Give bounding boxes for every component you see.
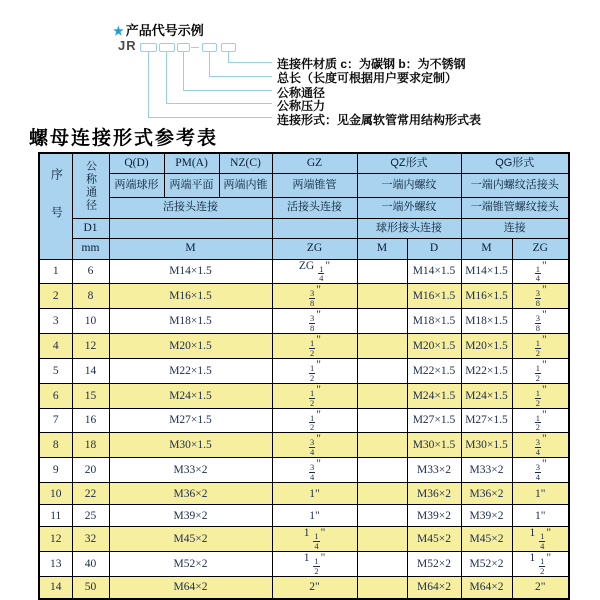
cell-dn: 18 <box>72 433 109 458</box>
cell-index: 5 <box>39 358 72 383</box>
table-row <box>39 259 569 284</box>
cell-zg: $\frac{1}{2}$ " <box>272 408 357 433</box>
header-gz-thread: ZG <box>272 238 357 259</box>
cell-m: M16×1.5 <box>109 284 272 309</box>
header-qg-desc2: 一端锥管螺纹接头 <box>461 197 569 218</box>
cell-qg-m: M33×2 <box>461 458 512 483</box>
header-row-3 <box>39 197 569 218</box>
cell-m: M18×1.5 <box>109 309 272 334</box>
cell-qg-m: M52×2 <box>461 551 512 576</box>
connector-line <box>166 103 272 104</box>
cell-zg: $\frac{1}{2}$ " <box>272 358 357 383</box>
cell-qg-zg: 1" <box>512 505 569 527</box>
cell-qg-zg: 1 $\frac{1}{4}$ " <box>512 527 569 552</box>
header-nz: NZ(C) <box>219 153 272 173</box>
cell-m: M22×1.5 <box>109 358 272 383</box>
header-row-4 <box>39 218 569 238</box>
cell-m: M64×2 <box>109 576 272 599</box>
connector-line <box>148 117 272 118</box>
cell-index: 13 <box>39 551 72 576</box>
header-pm: PM(A) <box>164 153 219 173</box>
cell-qz-d: M20×1.5 <box>407 334 461 359</box>
header-q-desc: 两端球形 <box>109 173 164 197</box>
connector-line <box>183 90 272 91</box>
cell-dn: 10 <box>72 309 109 334</box>
cell-m: M14×1.5 <box>109 259 272 284</box>
table-row <box>39 483 569 505</box>
cell-qz-d: M52×2 <box>407 551 461 576</box>
header-union-conn: 活接头连接 <box>109 197 272 218</box>
cell-zg: 1 $\frac{1}{4}$ " <box>272 527 357 552</box>
header-row-2 <box>39 173 569 197</box>
cell-dn: 32 <box>72 527 109 552</box>
header-qz-m: M <box>357 238 407 259</box>
cell-qg-zg: $\frac{3}{4}$ " <box>512 458 569 483</box>
connector-line <box>166 51 167 103</box>
header-row-1 <box>39 153 569 173</box>
cell-index: 4 <box>39 334 72 359</box>
cell-index: 12 <box>39 527 72 552</box>
cell-qg-zg: $\frac{1}{4}$ " <box>512 259 569 284</box>
cell-qz-m <box>357 334 407 359</box>
cell-qz-m <box>357 551 407 576</box>
cell-qz-m <box>357 527 407 552</box>
header-seq: 序号 <box>39 153 72 259</box>
cell-index: 7 <box>39 408 72 433</box>
cell-qz-d: M36×2 <box>407 483 461 505</box>
header-d1: D1 <box>72 218 109 238</box>
cell-qg-m: M39×2 <box>461 505 512 527</box>
cell-zg: $\frac{3}{4}$ " <box>272 433 357 458</box>
cell-qz-m <box>357 259 407 284</box>
cell-zg: $\frac{1}{2}$ " <box>272 334 357 359</box>
header-m: M <box>109 238 272 259</box>
cell-qg-zg: 1" <box>512 483 569 505</box>
cell-index: 1 <box>39 259 72 284</box>
cell-qg-zg: $\frac{1}{2}$ " <box>512 408 569 433</box>
diagram-label-material: 连接件材质 c：为碳钢 b：为不锈钢 <box>277 57 466 71</box>
cell-zg: $\frac{3}{8}$ " <box>272 309 357 334</box>
table-row <box>39 358 569 383</box>
cell-qz-d: M22×1.5 <box>407 358 461 383</box>
cell-index: 3 <box>39 309 72 334</box>
table-body <box>39 259 569 599</box>
diagram-label-connection: 连接形式：见金属软管常用结构形式表 <box>277 113 482 127</box>
cell-zg: $\frac{1}{2}$ " <box>272 383 357 408</box>
cell-index: 9 <box>39 458 72 483</box>
table-row <box>39 334 569 359</box>
header-pm-desc: 两端平面 <box>164 173 219 197</box>
cell-qg-zg: $\frac{1}{2}$ " <box>512 358 569 383</box>
table-row <box>39 458 569 483</box>
reference-table <box>38 152 570 600</box>
cell-qg-m: M22×1.5 <box>461 358 512 383</box>
diagram-heading <box>113 20 204 39</box>
diagram-heading-text: 产品代号示例 <box>125 23 204 38</box>
connector-line <box>209 51 210 76</box>
cell-qz-d: M24×1.5 <box>407 383 461 408</box>
cell-qg-zg: 2" <box>512 576 569 599</box>
cell-m: M45×2 <box>109 527 272 552</box>
header-gz-conn: 活接头连接 <box>272 197 357 218</box>
cell-zg: $\frac{3}{4}$ " <box>272 458 357 483</box>
cell-qg-zg: $\frac{1}{2}$ " <box>512 334 569 359</box>
table-row <box>39 309 569 334</box>
header-qg-zg: ZG <box>512 238 569 259</box>
header-blank-gz <box>272 218 357 238</box>
cell-dn: 12 <box>72 334 109 359</box>
cell-index: 14 <box>39 576 72 599</box>
code-box-2 <box>159 43 175 52</box>
cell-zg: ZG $\frac{1}{4}$ " <box>272 259 357 284</box>
connector-line <box>228 51 229 62</box>
cell-dn: 22 <box>72 483 109 505</box>
cell-index: 11 <box>39 505 72 527</box>
table-row <box>39 408 569 433</box>
cell-dn: 25 <box>72 505 109 527</box>
cell-zg: $\frac{3}{8}$ " <box>272 284 357 309</box>
cell-qz-d: M39×2 <box>407 505 461 527</box>
header-gz-desc: 两端锥管 <box>272 173 357 197</box>
cell-qz-d: M16×1.5 <box>407 284 461 309</box>
star-icon: ★ <box>113 24 124 38</box>
cell-qz-m <box>357 309 407 334</box>
table-row <box>39 284 569 309</box>
cell-qz-d: M33×2 <box>407 458 461 483</box>
cell-qg-m: M27×1.5 <box>461 408 512 433</box>
diagram-label-diameter: 公称通径 <box>277 86 326 100</box>
connector-line <box>209 76 272 77</box>
table-row <box>39 527 569 552</box>
table-title: 螺母连接形式参考表 <box>29 128 219 149</box>
header-qg-m: M <box>461 238 512 259</box>
cell-qz-m <box>357 358 407 383</box>
header-unit: mm <box>72 238 109 259</box>
cell-dn: 14 <box>72 358 109 383</box>
cell-qz-m <box>357 505 407 527</box>
cell-zg: 1" <box>272 505 357 527</box>
header-blank-left <box>109 218 272 238</box>
cell-qg-m: M30×1.5 <box>461 433 512 458</box>
cell-dn: 8 <box>72 284 109 309</box>
cell-qg-zg: 1 $\frac{1}{2}$ " <box>512 551 569 576</box>
cell-dn: 20 <box>72 458 109 483</box>
cell-qz-d: M18×1.5 <box>407 309 461 334</box>
cell-dn: 40 <box>72 551 109 576</box>
cell-qz-d: M14×1.5 <box>407 259 461 284</box>
header-nz-desc: 两端内锥 <box>219 173 272 197</box>
header-qz-desc1: 一端内螺纹 <box>357 173 461 197</box>
header-row-5 <box>39 238 569 259</box>
cell-m: M39×2 <box>109 505 272 527</box>
cell-dn: 50 <box>72 576 109 599</box>
cell-zg: 2" <box>272 576 357 599</box>
cell-index: 8 <box>39 433 72 458</box>
cell-qz-d: M27×1.5 <box>407 408 461 433</box>
connector-line <box>183 51 184 90</box>
cell-index: 6 <box>39 383 72 408</box>
cell-m: M27×1.5 <box>109 408 272 433</box>
cell-qz-m <box>357 483 407 505</box>
cell-qg-m: M14×1.5 <box>461 259 512 284</box>
cell-index: 10 <box>39 483 72 505</box>
cell-m: M30×1.5 <box>109 433 272 458</box>
cell-qz-m <box>357 383 407 408</box>
cell-qg-m: M18×1.5 <box>461 309 512 334</box>
cell-qz-d: M45×2 <box>407 527 461 552</box>
cell-m: M36×2 <box>109 483 272 505</box>
diagram-label-length: 总长（长度可根据用户要求定制） <box>277 71 458 85</box>
cell-qz-m <box>357 458 407 483</box>
code-dash <box>191 47 199 48</box>
connector-line <box>148 51 149 117</box>
cell-qz-m <box>357 576 407 599</box>
cell-qg-m: M16×1.5 <box>461 284 512 309</box>
cell-zg: 1" <box>272 483 357 505</box>
header-q: Q(D) <box>109 153 164 173</box>
cell-qz-m <box>357 408 407 433</box>
cell-qz-m <box>357 284 407 309</box>
table-row <box>39 505 569 527</box>
cell-qg-zg: $\frac{3}{8}$ " <box>512 284 569 309</box>
header-qz-desc2: 一端外螺纹 <box>357 197 461 218</box>
cell-index: 2 <box>39 284 72 309</box>
cell-qz-d: M30×1.5 <box>407 433 461 458</box>
cell-qg-m: M24×1.5 <box>461 383 512 408</box>
header-qz-conn: 球形接头连接 <box>357 218 461 238</box>
cell-m: M52×2 <box>109 551 272 576</box>
table-row <box>39 551 569 576</box>
cell-qz-d: M64×2 <box>407 576 461 599</box>
code-prefix: JR <box>118 38 137 53</box>
diagram-label-pressure: 公称压力 <box>277 99 326 113</box>
cell-m: M33×2 <box>109 458 272 483</box>
cell-m: M20×1.5 <box>109 334 272 359</box>
header-qz-d: D <box>407 238 461 259</box>
cell-zg: 1 $\frac{1}{2}$ " <box>272 551 357 576</box>
cell-qg-m: M36×2 <box>461 483 512 505</box>
header-qg-desc1: 一端内螺纹活接头 <box>461 173 569 197</box>
table-row <box>39 383 569 408</box>
cell-qg-m: M45×2 <box>461 527 512 552</box>
header-dn: 公称通径 <box>72 153 109 218</box>
cell-m: M24×1.5 <box>109 383 272 408</box>
cell-qg-zg: $\frac{3}{4}$ " <box>512 433 569 458</box>
header-qg-conn: 连接 <box>461 218 569 238</box>
cell-dn: 16 <box>72 408 109 433</box>
connector-line <box>228 62 272 63</box>
cell-qz-m <box>357 433 407 458</box>
header-qz: QZ形式 <box>357 153 461 173</box>
cell-qg-m: M64×2 <box>461 576 512 599</box>
header-qg: QG形式 <box>461 153 569 173</box>
cell-qg-m: M20×1.5 <box>461 334 512 359</box>
table-row <box>39 576 569 599</box>
header-gz: GZ <box>272 153 357 173</box>
cell-dn: 6 <box>72 259 109 284</box>
table-row <box>39 433 569 458</box>
cell-qg-zg: $\frac{1}{2}$ " <box>512 383 569 408</box>
cell-qg-zg: $\frac{3}{8}$ " <box>512 309 569 334</box>
cell-dn: 15 <box>72 383 109 408</box>
